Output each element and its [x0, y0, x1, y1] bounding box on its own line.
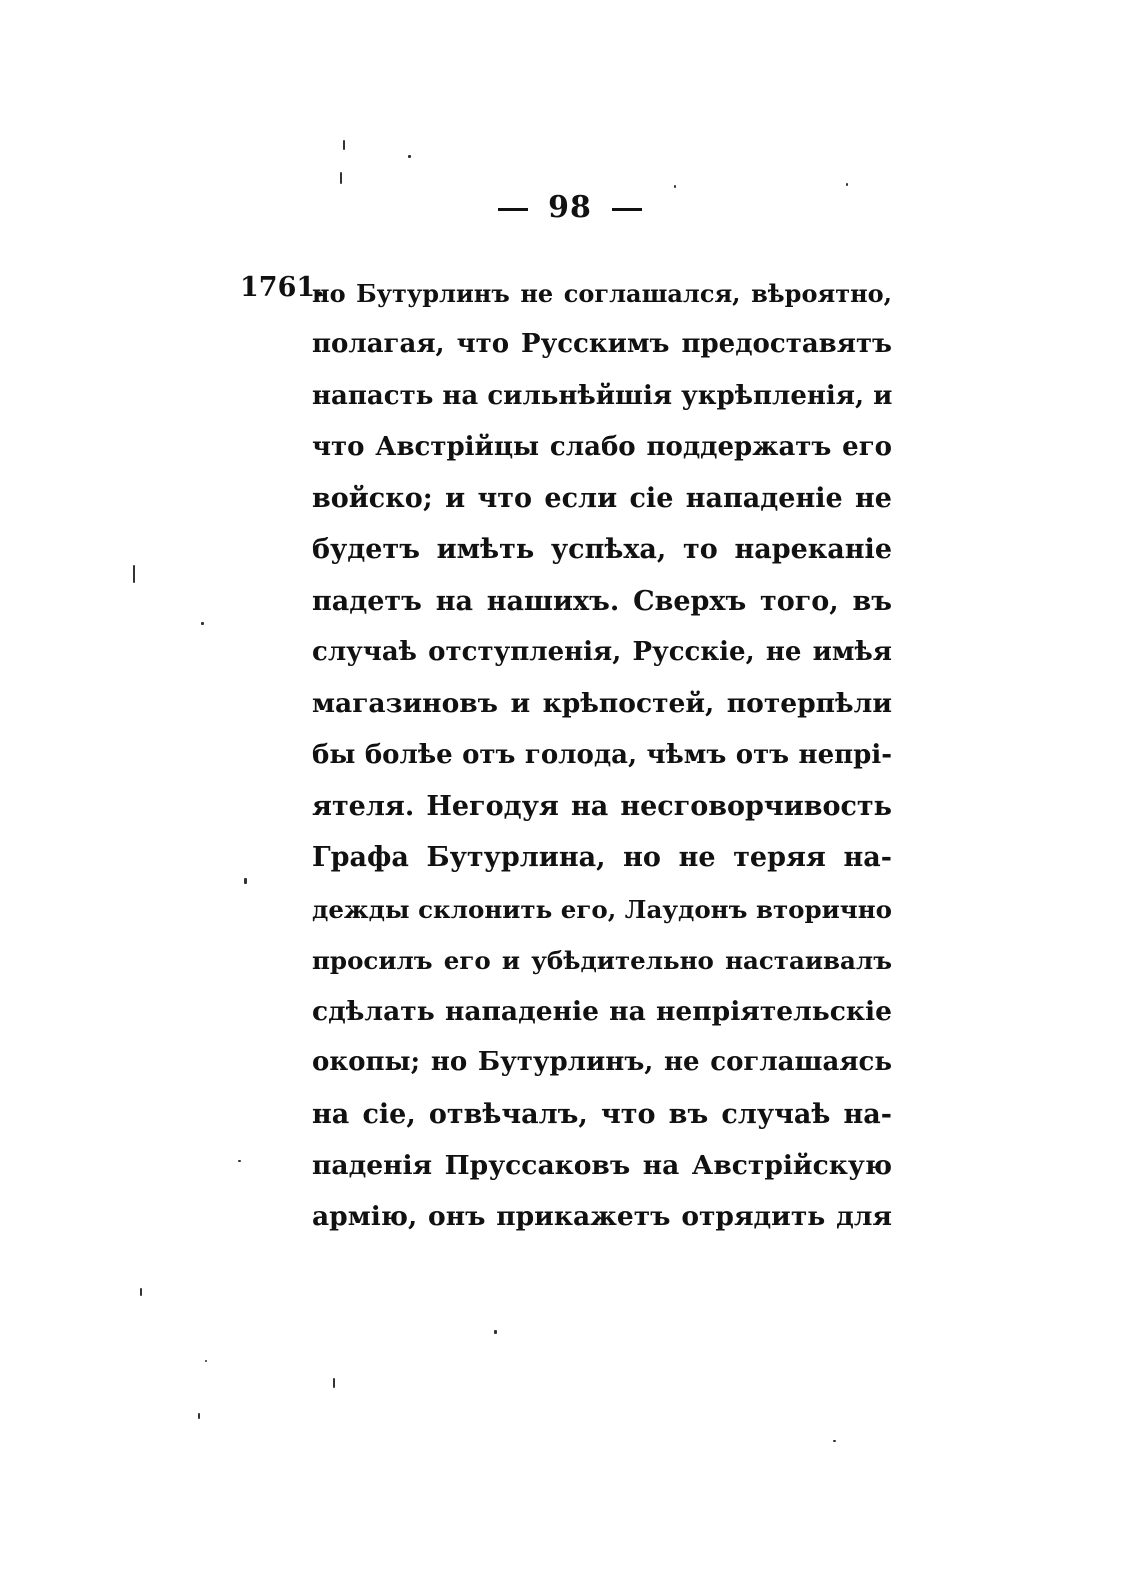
- text-line: паденія Пруссаковъ на Австрійскую: [312, 1150, 892, 1182]
- left-dash: [498, 208, 528, 211]
- text-line: будетъ имѣть успѣха, то нареканіе: [312, 534, 892, 566]
- text-line: Графа Бутурлина, но не теряя на-: [312, 842, 892, 874]
- text-line: падетъ на нашихъ. Сверхъ того, въ: [312, 585, 892, 617]
- scan-speck: [846, 183, 848, 186]
- text-line: просилъ его и убѣдительно настаивалъ: [312, 945, 892, 975]
- text-line: ятеля. Негодуя на несговорчивость: [312, 790, 892, 822]
- text-line: дежды склонить его, Лаудонъ вторично: [312, 894, 892, 924]
- scan-speck: [201, 622, 204, 625]
- text-line: армію, онъ прикажетъ отрядить для: [312, 1201, 892, 1233]
- scan-speck: [674, 185, 676, 188]
- scan-speck: [333, 1378, 335, 1388]
- scan-speck: [408, 155, 411, 158]
- scan-speck: [140, 1288, 142, 1296]
- scan-speck: [340, 172, 342, 184]
- scan-speck: [198, 1413, 200, 1419]
- text-line: что Австрійцы слабо поддержатъ его: [312, 431, 892, 462]
- scan-speck: [833, 1440, 836, 1442]
- text-line: напасть на сильнѣйшія укрѣпленія, и: [312, 380, 893, 411]
- page-number: [0, 190, 1140, 225]
- text-line: но Бутурлинъ не соглашался, вѣроятно,: [312, 279, 892, 308]
- text-line: полагая, что Русскимъ предоставятъ: [312, 329, 892, 360]
- page-number-text: 98: [548, 190, 592, 225]
- text-line: бы болѣе отъ голода, чѣмъ отъ непрі-: [312, 739, 892, 770]
- scan-speck: [133, 565, 135, 583]
- scan-speck: [343, 140, 345, 150]
- right-dash: [612, 208, 642, 211]
- text-line: на сіе, отвѣчалъ, что въ случаѣ на-: [312, 1098, 892, 1130]
- scan-speck: [244, 878, 247, 884]
- text-line: сдѣлать нападеніе на непріятельскіе: [312, 996, 892, 1028]
- text-line: окопы; но Бутурлинъ, не соглашаясь: [312, 1047, 892, 1078]
- text-line: случаѣ отступленія, Русскіе, не имѣя: [312, 637, 892, 668]
- scan-speck: [238, 1160, 241, 1162]
- margin-year-note: 1761.: [240, 272, 325, 303]
- text-line: войско; и что если сіе нападеніе не: [312, 483, 892, 515]
- scan-speck: [494, 1330, 497, 1334]
- body-text: [312, 268, 892, 1243]
- text-line: магазиновъ и крѣпостей, потерпѣли: [312, 688, 892, 720]
- scan-speck: [205, 1360, 207, 1362]
